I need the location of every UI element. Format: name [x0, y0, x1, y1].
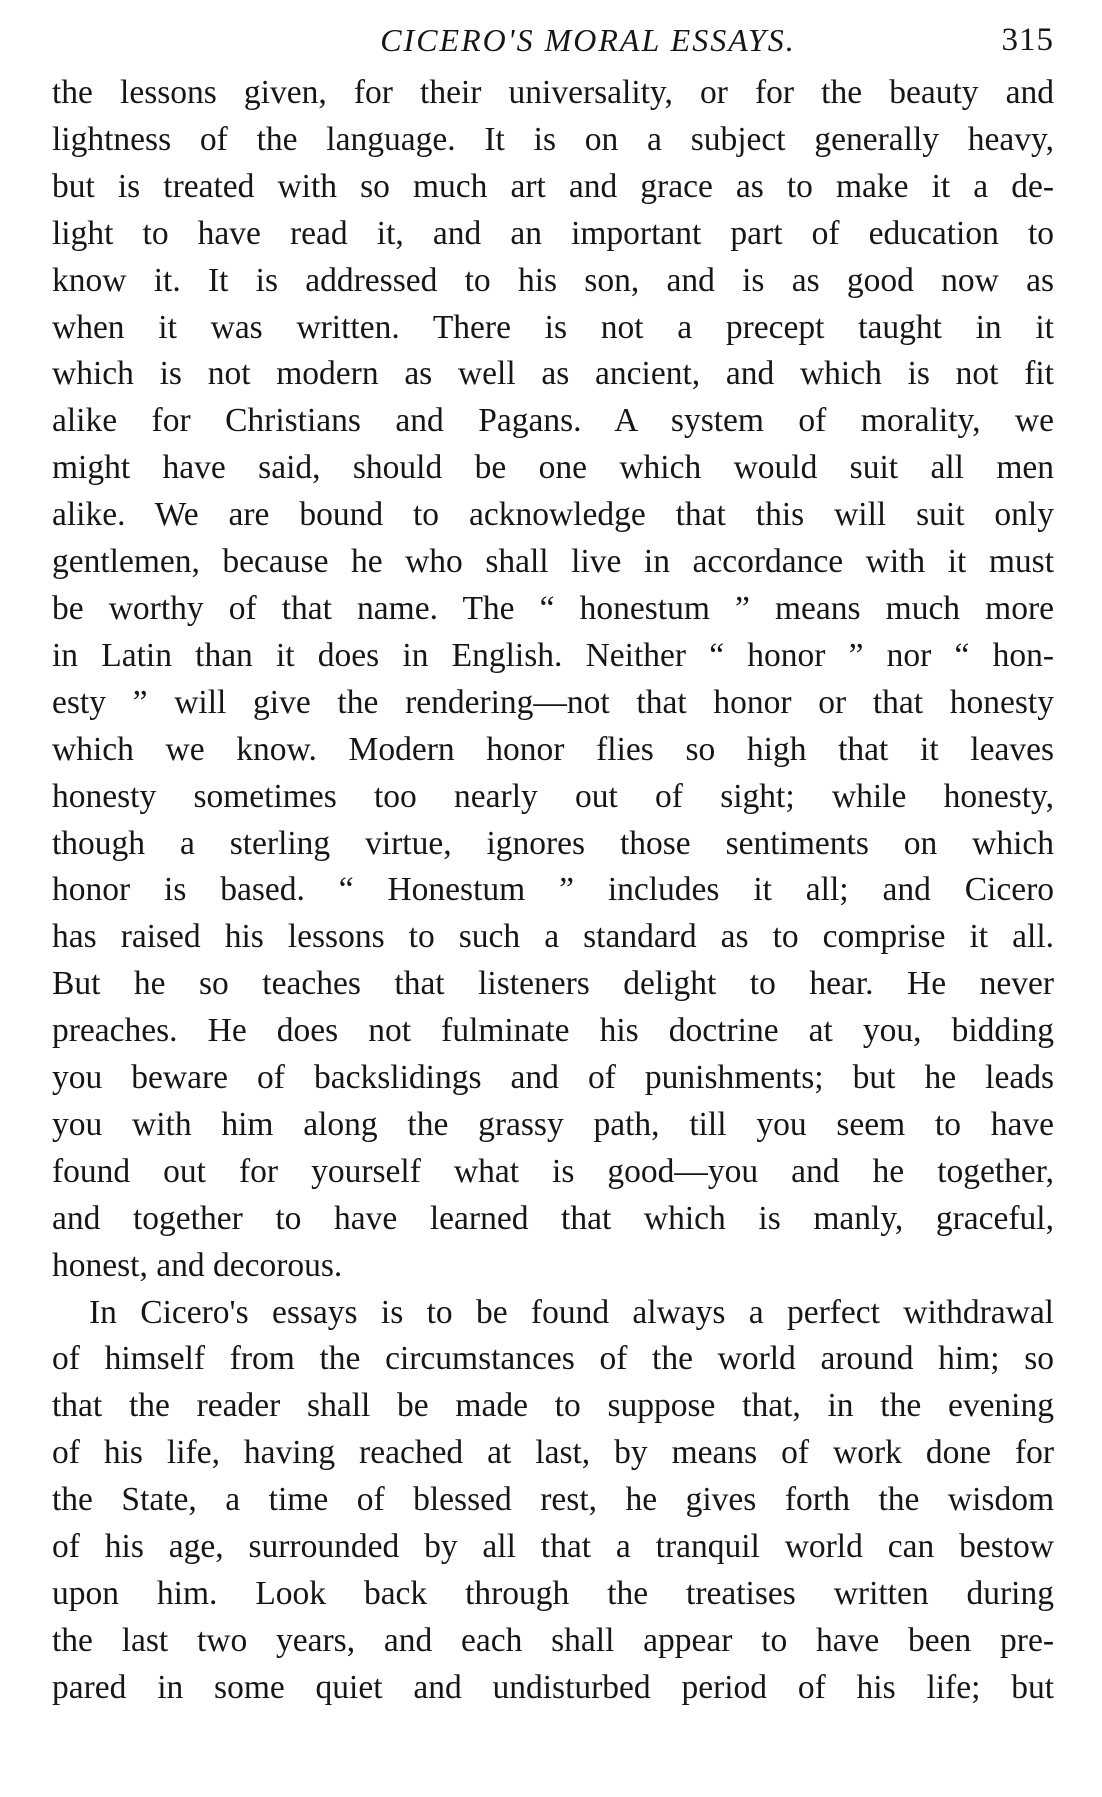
page-number: 315: [1001, 22, 1054, 58]
paragraph-2: [52, 1290, 1054, 1712]
text-line: of himself from the circumstances of the world around him; so: [52, 1340, 1054, 1378]
text-line: honor is based. “ Honestum ” includes it all; and Cicero: [52, 871, 1054, 909]
text-line: preaches. He does not fulminate his doctrine at you, bidding: [52, 1012, 1054, 1050]
text-line: honest, and decorous.: [52, 1246, 343, 1284]
text-line: honesty sometimes too nearly out of sight; while honesty,: [52, 777, 1054, 815]
text-line: has raised his lessons to such a standard as to comprise it all.: [52, 918, 1054, 956]
text-line: gentlemen, because he who shall live in accordance with it must: [52, 543, 1054, 581]
text-line: and together to have learned that which is manly, graceful,: [52, 1199, 1054, 1237]
text-line: In Cicero's essays is to be found always a perfect withdrawal: [89, 1293, 1054, 1331]
text-line: found out for yourself what is good—you and he together,: [52, 1152, 1054, 1190]
text-line: alike. We are bound to acknowledge that this will suit only: [52, 496, 1054, 534]
text-line: in Latin than it does in English. Neither “ honor ” nor “ hon-: [52, 636, 1054, 674]
text-line: you beware of backslidings and of punishments; but he leads: [52, 1059, 1054, 1097]
text-line: which is not modern as well as ancient, and which is not fit: [52, 355, 1054, 393]
text-line: of his age, surrounded by all that a tranquil world can bestow: [52, 1528, 1054, 1566]
text-line: but is treated with so much art and grace as to make it a de-: [52, 167, 1054, 205]
text-line: light to have read it, and an important part of education to: [52, 214, 1054, 252]
text-line: though a sterling virtue, ignores those sentiments on which: [52, 824, 1054, 862]
text-line: the State, a time of blessed rest, he gives forth the wisdom: [52, 1481, 1054, 1519]
running-head: [52, 14, 1054, 70]
text-line: when it was written. There is not a precept taught in it: [52, 308, 1054, 346]
text-line: upon him. Look back through the treatises written during: [52, 1575, 1054, 1612]
book-page: [52, 14, 1054, 1712]
text-line: you with him along the grassy path, till you seem to have: [52, 1105, 1054, 1143]
text-line: the lessons given, for their universality, or for the beauty and: [52, 74, 1054, 111]
text-line: might have said, should be one which would suit all men: [52, 449, 1054, 487]
text-line: which we know. Modern honor flies so high that it leaves: [52, 730, 1054, 768]
text-line: be worthy of that name. The “ honestum ” means much more: [52, 589, 1054, 627]
text-line: of his life, having reached at last, by means of work done for: [52, 1434, 1054, 1472]
text-line: lightness of the language. It is on a subject generally heavy,: [52, 120, 1054, 158]
paragraph-1: [52, 70, 1054, 1290]
text-line: alike for Christians and Pagans. A system of morality, we: [52, 402, 1054, 440]
text-line: esty ” will give the rendering—not that honor or that honesty: [52, 683, 1054, 721]
text-line: the last two years, and each shall appear to have been pre-: [52, 1621, 1054, 1659]
body-text: [52, 70, 1054, 1712]
text-line: know it. It is addressed to his son, and is as good now as: [52, 261, 1054, 299]
text-line: pared in some quiet and undisturbed period of his life; but: [52, 1668, 1054, 1706]
text-line: But he so teaches that listeners delight to hear. He never: [52, 965, 1054, 1003]
running-title: CICERO'S MORAL ESSAYS.: [380, 22, 796, 58]
text-line: that the reader shall be made to suppose that, in the evening: [52, 1387, 1054, 1425]
